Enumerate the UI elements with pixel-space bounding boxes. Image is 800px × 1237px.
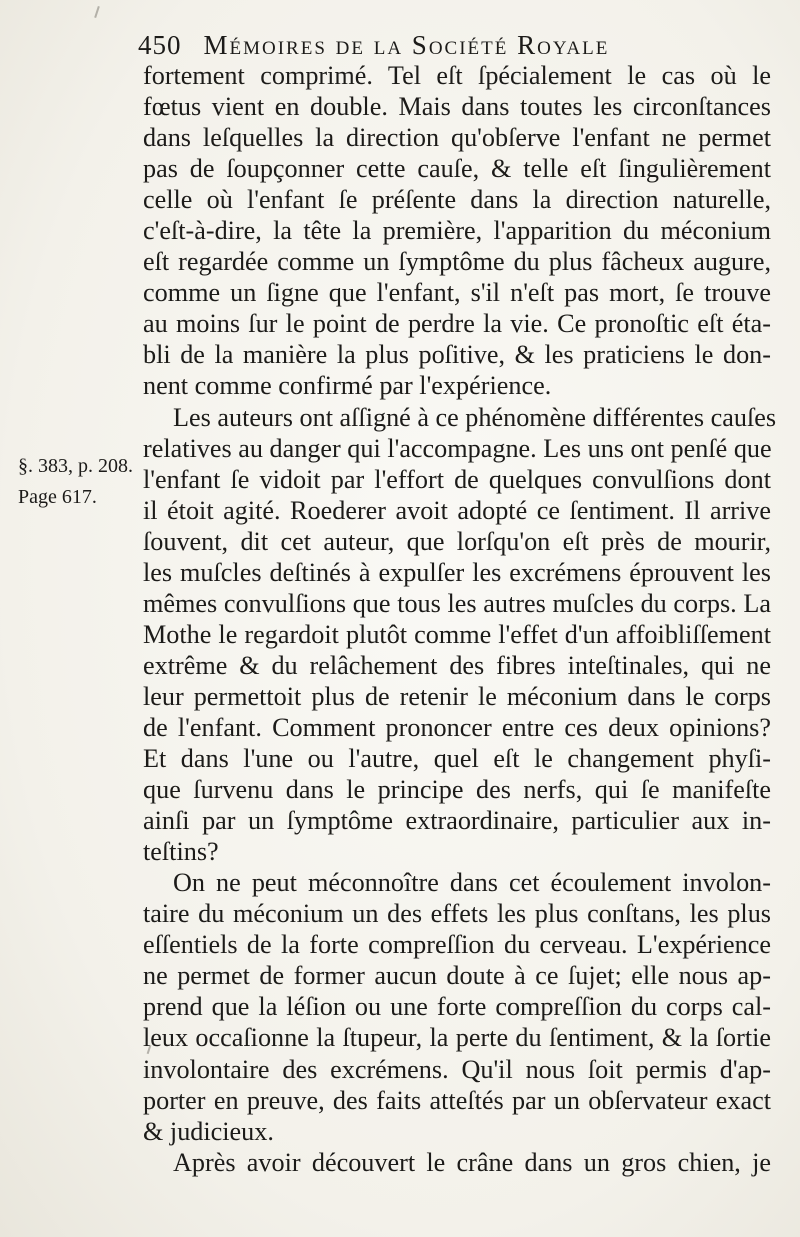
text-line: prend que la léſion ou une forte compreſſion du corps cal-	[143, 992, 771, 1022]
text-line: il étoit agité. Roederer avoit adopté ce ſentiment. Il arrive	[143, 495, 771, 525]
margin-notes	[18, 451, 143, 513]
text-line: fœtus vient en double. Mais dans toutes les circonſtances	[143, 92, 771, 122]
text-line: involontaire des excrémens. Qu'il nous ſoit permis d'ap-	[143, 1054, 771, 1084]
text-line: Mothe le regardoit plutôt comme l'effet d'un affoibliſſement	[143, 619, 771, 649]
text-line: porter en preuve, des faits atteſtés par un obſervateur exact	[143, 1085, 771, 1115]
text-line: eſt regardée comme un ſymptôme du plus fâcheux augure,	[143, 247, 771, 277]
text-line: de l'enfant. Comment prononcer entre ces deux opinions?	[143, 712, 771, 742]
text-line: pas de ſoupçonner cette cauſe, & telle eſt ſingulièrement	[143, 154, 771, 184]
text-line: ſouvent, dit cet auteur, que lorſqu'on eſt près de mourir,	[143, 526, 771, 556]
running-head	[138, 30, 778, 62]
text-line: c'eſt-à-dire, la tête la première, l'apparition du méconium	[143, 216, 771, 246]
running-title: Mémoires de la Société Royale	[203, 30, 610, 60]
paper-speck	[94, 6, 100, 18]
margin-note-page: Page 617.	[18, 486, 97, 508]
text-line: mêmes convulſions que tous les autres muſcles du corps. La	[143, 588, 771, 618]
text-line: extrême & du relâchement des fibres inteſtinales, qui ne	[143, 650, 771, 680]
text-line: taire du méconium un des effets les plus conſtans, les plus	[143, 899, 771, 929]
text-line: & judicieux.	[143, 1116, 274, 1146]
text-line: teſtins?	[143, 837, 219, 867]
text-line: les muſcles deſtinés à expulſer les excrémens éprouvent les	[143, 557, 771, 587]
text-line: ainſi par un ſymptôme extraordinaire, particulier aux in-	[143, 806, 771, 836]
text-line: relatives au danger qui l'accompagne. Les uns ont penſé que	[143, 433, 772, 463]
text-line: leux occaſionne la ſtupeur, la perte du ſentiment, & la ſortie	[143, 1023, 771, 1053]
text-line: nent comme confirmé par l'expérience.	[143, 371, 552, 401]
paragraph-start-line: On ne peut méconnoître dans cet écoulement involon-	[173, 868, 771, 898]
margin-note-reference: §. 383, p. 208.	[18, 455, 133, 477]
text-line: l'enfant ſe vidoit par l'effort de quelques convulſions dont	[143, 464, 771, 494]
text-line: que ſurvenu dans le principe des nerfs, qui ſe manifeſte	[143, 775, 771, 805]
text-line: eſſentiels de la forte compreſſion du cerveau. L'expérience	[143, 930, 771, 960]
text-line: bli de la manière la plus poſitive, & les praticiens le don-	[143, 340, 771, 370]
paragraph-start-line: Après avoir découvert le crâne dans un gros chien, je	[173, 1147, 771, 1177]
text-line: ne permet de former aucun doute à ce ſujet; elle nous ap-	[143, 961, 771, 991]
paragraph-start-line: Les auteurs ont aſſigné à ce phénomène différentes cauſes	[173, 402, 777, 432]
text-line: celle où l'enfant ſe préſente dans la direction naturelle,	[143, 185, 771, 215]
text-line: au moins ſur le point de perdre la vie. Ce pronoſtic eſt éta-	[143, 309, 771, 339]
text-line: dans leſquelles la direction qu'obſerve l'enfant ne permet	[143, 123, 771, 153]
text-line: comme un ſigne que l'enfant, s'il n'eſt pas mort, ſe trouve	[143, 278, 771, 308]
text-line: leur permettoit plus de retenir le méconium dans le corps	[143, 681, 771, 711]
text-line: Et dans l'une ou l'autre, quel eſt le changement phyſi-	[143, 744, 771, 774]
page-number: 450	[138, 30, 182, 60]
body-text	[143, 60, 777, 1178]
text-line: fortement comprimé. Tel eſt ſpécialement le cas où le	[143, 61, 771, 90]
